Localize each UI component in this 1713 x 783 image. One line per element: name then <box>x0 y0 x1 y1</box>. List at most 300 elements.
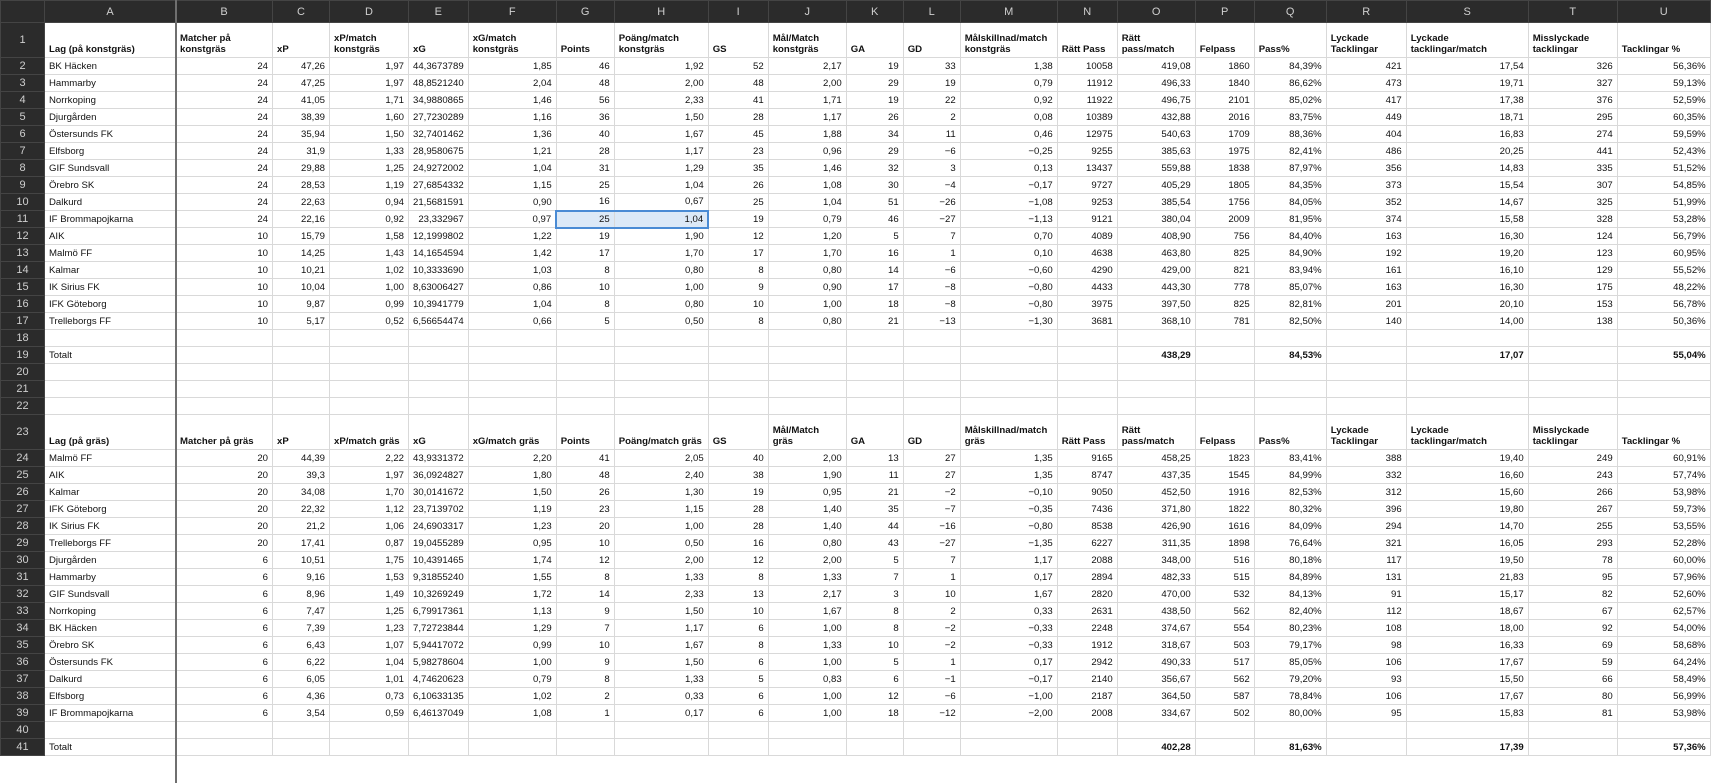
cell[interactable]: 1,16 <box>468 109 556 126</box>
team-name-cell[interactable]: Norrkoping <box>45 92 176 109</box>
cell[interactable] <box>960 722 1057 739</box>
cell[interactable]: 307 <box>1528 177 1617 194</box>
cell[interactable]: 52,60% <box>1617 586 1710 603</box>
team-name-cell[interactable]: IFK Göteborg <box>45 501 176 518</box>
cell[interactable]: 85,07% <box>1254 279 1326 296</box>
cell[interactable]: −2 <box>903 620 960 637</box>
cell[interactable]: 1916 <box>1195 484 1254 501</box>
cell[interactable]: 1,30 <box>614 484 708 501</box>
cell[interactable]: 0,90 <box>468 194 556 211</box>
cell[interactable]: 6,56654474 <box>409 313 469 330</box>
cell[interactable]: 20,25 <box>1406 143 1528 160</box>
cell[interactable]: 34,08 <box>273 484 330 501</box>
cell[interactable]: 3 <box>846 586 903 603</box>
cell[interactable] <box>768 364 846 381</box>
cell[interactable] <box>556 364 614 381</box>
cell[interactable]: 756 <box>1195 228 1254 245</box>
column-header[interactable]: L <box>903 1 960 23</box>
cell[interactable] <box>273 381 330 398</box>
team-name-cell[interactable]: IFK Göteborg <box>45 296 176 313</box>
cell[interactable]: 45 <box>708 126 768 143</box>
cell[interactable]: 1 <box>903 245 960 262</box>
cell[interactable]: −0,33 <box>960 637 1057 654</box>
cell[interactable]: 562 <box>1195 671 1254 688</box>
cell[interactable]: 0,96 <box>768 143 846 160</box>
cell[interactable]: 11 <box>846 467 903 484</box>
header-cell[interactable]: Lag (på gräs) <box>45 415 176 450</box>
cell[interactable]: 328 <box>1528 211 1617 228</box>
cell[interactable] <box>556 381 614 398</box>
cell[interactable]: 335 <box>1528 160 1617 177</box>
header-cell[interactable]: Poäng/match gräs <box>614 415 708 450</box>
cell[interactable]: 161 <box>1326 262 1406 279</box>
cell[interactable]: 9,31855240 <box>409 569 469 586</box>
cell[interactable]: 2008 <box>1057 705 1117 722</box>
cell[interactable]: 2016 <box>1195 109 1254 126</box>
cell[interactable]: 14,00 <box>1406 313 1528 330</box>
cell[interactable]: 9255 <box>1057 143 1117 160</box>
header-cell[interactable]: xG <box>409 23 469 58</box>
cell[interactable]: 1,15 <box>614 501 708 518</box>
cell[interactable]: 21,2 <box>273 518 330 535</box>
cell[interactable]: 0,79 <box>960 75 1057 92</box>
cell[interactable]: 41,05 <box>273 92 330 109</box>
header-cell[interactable]: Pass% <box>1254 415 1326 450</box>
cell[interactable] <box>556 722 614 739</box>
cell[interactable]: 19,20 <box>1406 245 1528 262</box>
cell[interactable]: 87,97% <box>1254 160 1326 177</box>
cell[interactable]: 8 <box>708 569 768 586</box>
cell[interactable]: 21,83 <box>1406 569 1528 586</box>
cell[interactable]: 6,22 <box>273 654 330 671</box>
cell[interactable]: 53,55% <box>1617 518 1710 535</box>
header-cell[interactable]: Rätt pass/match <box>1117 415 1195 450</box>
cell[interactable]: 6 <box>708 705 768 722</box>
cell[interactable]: 46 <box>556 58 614 75</box>
cell[interactable]: 0,95 <box>768 484 846 501</box>
cell[interactable]: 2,17 <box>768 58 846 75</box>
cell[interactable]: 1,01 <box>330 671 409 688</box>
cell[interactable]: 17,67 <box>1406 688 1528 705</box>
cell[interactable]: 84,40% <box>1254 228 1326 245</box>
cell[interactable]: 0,17 <box>960 654 1057 671</box>
cell[interactable] <box>1528 739 1617 756</box>
cell[interactable]: 2631 <box>1057 603 1117 620</box>
cell[interactable]: 6 <box>176 552 273 569</box>
cell[interactable]: 502 <box>1195 705 1254 722</box>
header-cell[interactable]: Målskillnad/match gräs <box>960 415 1057 450</box>
row-header[interactable]: 16 <box>1 296 45 313</box>
column-header[interactable]: Q <box>1254 1 1326 23</box>
cell[interactable]: 10 <box>708 603 768 620</box>
cell[interactable]: 405,29 <box>1117 177 1195 194</box>
cell[interactable]: 52 <box>708 58 768 75</box>
cell[interactable]: 1,04 <box>330 654 409 671</box>
cell[interactable]: 48 <box>556 75 614 92</box>
cell[interactable]: 47,25 <box>273 75 330 92</box>
cell[interactable]: 1,04 <box>768 194 846 211</box>
cell[interactable]: 0,67 <box>614 194 708 211</box>
cell[interactable]: 1912 <box>1057 637 1117 654</box>
cell[interactable] <box>330 347 409 364</box>
cell[interactable] <box>468 739 556 756</box>
row-header[interactable]: 10 <box>1 194 45 211</box>
cell[interactable]: 15,79 <box>273 228 330 245</box>
cell[interactable] <box>1406 722 1528 739</box>
row-header[interactable]: 29 <box>1 535 45 552</box>
row-header[interactable]: 21 <box>1 381 45 398</box>
cell[interactable]: 18 <box>846 296 903 313</box>
cell[interactable]: 449 <box>1326 109 1406 126</box>
cell[interactable]: 2,00 <box>768 552 846 569</box>
header-cell[interactable]: Tacklingar % <box>1617 415 1710 450</box>
row-header[interactable]: 35 <box>1 637 45 654</box>
cell[interactable]: 124 <box>1528 228 1617 245</box>
cell[interactable]: 1,22 <box>468 228 556 245</box>
cell[interactable]: 38 <box>708 467 768 484</box>
team-name-cell[interactable] <box>45 398 176 415</box>
cell[interactable]: 432,88 <box>1117 109 1195 126</box>
cell[interactable]: 43 <box>846 535 903 552</box>
row-header[interactable]: 20 <box>1 364 45 381</box>
cell[interactable]: 1,33 <box>768 637 846 654</box>
cell[interactable]: 1,58 <box>330 228 409 245</box>
cell[interactable]: 22 <box>903 92 960 109</box>
cell[interactable] <box>846 739 903 756</box>
cell[interactable]: 1823 <box>1195 450 1254 467</box>
cell[interactable]: 8 <box>708 262 768 279</box>
team-name-cell[interactable]: Malmö FF <box>45 450 176 467</box>
cell[interactable]: 25 <box>556 177 614 194</box>
cell[interactable]: 19 <box>846 58 903 75</box>
header-cell[interactable]: Points <box>556 415 614 450</box>
cell[interactable]: 20 <box>176 484 273 501</box>
cell[interactable]: 486 <box>1326 143 1406 160</box>
team-name-cell[interactable]: Dalkurd <box>45 194 176 211</box>
cell[interactable]: 1,15 <box>468 177 556 194</box>
cell[interactable]: 57,96% <box>1617 569 1710 586</box>
cell[interactable]: 364,50 <box>1117 688 1195 705</box>
cell[interactable] <box>468 364 556 381</box>
cell[interactable]: 28,53 <box>273 177 330 194</box>
cell[interactable]: 24 <box>176 109 273 126</box>
cell[interactable]: 327 <box>1528 75 1617 92</box>
cell[interactable]: 385,54 <box>1117 194 1195 211</box>
cell[interactable]: 1,12 <box>330 501 409 518</box>
cell[interactable]: 1,29 <box>468 620 556 637</box>
cell[interactable]: 1822 <box>1195 501 1254 518</box>
cell[interactable]: 1,53 <box>330 569 409 586</box>
cell[interactable] <box>1057 398 1117 415</box>
cell[interactable]: 2894 <box>1057 569 1117 586</box>
cell[interactable]: 6 <box>176 705 273 722</box>
cell[interactable]: −4 <box>903 177 960 194</box>
cell[interactable]: 452,50 <box>1117 484 1195 501</box>
cell[interactable]: 1,50 <box>614 109 708 126</box>
cell[interactable] <box>1195 347 1254 364</box>
row-header[interactable]: 41 <box>1 739 45 756</box>
cell[interactable]: 1,49 <box>330 586 409 603</box>
cell[interactable]: 56,79% <box>1617 228 1710 245</box>
cell[interactable] <box>1254 364 1326 381</box>
cell[interactable]: 138 <box>1528 313 1617 330</box>
cell[interactable] <box>903 347 960 364</box>
cell[interactable]: 79,17% <box>1254 637 1326 654</box>
cell[interactable]: 53,98% <box>1617 484 1710 501</box>
cell[interactable]: 6 <box>176 671 273 688</box>
cell[interactable]: 9 <box>556 603 614 620</box>
cell[interactable]: 1,02 <box>468 688 556 705</box>
cell[interactable] <box>708 347 768 364</box>
cell[interactable] <box>273 722 330 739</box>
cell[interactable]: 4,36 <box>273 688 330 705</box>
cell[interactable]: 12975 <box>1057 126 1117 143</box>
cell[interactable]: 0,17 <box>960 569 1057 586</box>
cell[interactable]: 0,66 <box>468 313 556 330</box>
cell[interactable]: 1,71 <box>330 92 409 109</box>
cell[interactable]: 24 <box>176 211 273 228</box>
cell[interactable] <box>176 381 273 398</box>
cell[interactable]: 1,50 <box>468 484 556 501</box>
cell[interactable]: 2101 <box>1195 92 1254 109</box>
team-name-cell[interactable]: IF Brommapojkarna <box>45 705 176 722</box>
header-cell[interactable]: Mål/Match konstgräs <box>768 23 846 58</box>
row-header[interactable]: 13 <box>1 245 45 262</box>
cell[interactable]: 1,00 <box>614 518 708 535</box>
cell[interactable]: 34,9880865 <box>409 92 469 109</box>
cell[interactable] <box>1117 330 1195 347</box>
cell[interactable] <box>273 398 330 415</box>
cell[interactable]: 1,33 <box>614 569 708 586</box>
cell[interactable]: 0,95 <box>468 535 556 552</box>
team-name-cell[interactable] <box>45 722 176 739</box>
cell[interactable] <box>1254 381 1326 398</box>
cell[interactable]: 28 <box>708 501 768 518</box>
cell[interactable]: 587 <box>1195 688 1254 705</box>
cell[interactable]: 31 <box>556 160 614 177</box>
cell[interactable]: 10,04 <box>273 279 330 296</box>
cell[interactable]: 1 <box>556 705 614 722</box>
cell[interactable] <box>614 347 708 364</box>
cell[interactable]: 7436 <box>1057 501 1117 518</box>
cell[interactable]: 1,03 <box>468 262 556 279</box>
cell[interactable]: 18 <box>846 705 903 722</box>
header-cell[interactable]: Rätt Pass <box>1057 415 1117 450</box>
cell[interactable]: 0,97 <box>468 211 556 228</box>
cell[interactable]: −1 <box>903 671 960 688</box>
header-cell[interactable]: xG/match gräs <box>468 415 556 450</box>
cell[interactable] <box>1617 381 1710 398</box>
row-header[interactable]: 7 <box>1 143 45 160</box>
row-header[interactable]: 23 <box>1 415 45 450</box>
cell[interactable]: 7,47 <box>273 603 330 620</box>
cell[interactable]: 562 <box>1195 603 1254 620</box>
header-cell[interactable]: Lyckade tacklingar/match <box>1406 415 1528 450</box>
cell[interactable]: 7,72723844 <box>409 620 469 637</box>
cell[interactable]: 84,89% <box>1254 569 1326 586</box>
cell[interactable]: 80 <box>1528 688 1617 705</box>
cell[interactable]: 2,00 <box>614 75 708 92</box>
cell[interactable] <box>409 722 469 739</box>
column-header[interactable]: H <box>614 1 708 23</box>
cell[interactable]: 0,94 <box>330 194 409 211</box>
cell[interactable]: −1,08 <box>960 194 1057 211</box>
cell[interactable]: 1,17 <box>960 552 1057 569</box>
team-name-cell[interactable]: Hammarby <box>45 569 176 586</box>
cell[interactable]: 10 <box>176 279 273 296</box>
cell[interactable]: 1,29 <box>614 160 708 177</box>
column-header[interactable]: I <box>708 1 768 23</box>
cell[interactable]: 1,19 <box>330 177 409 194</box>
cell[interactable]: 10 <box>176 313 273 330</box>
cell[interactable]: 80,23% <box>1254 620 1326 637</box>
cell[interactable]: 24 <box>176 194 273 211</box>
cell[interactable]: 41 <box>556 450 614 467</box>
cell[interactable]: −8 <box>903 279 960 296</box>
cell[interactable]: 1,00 <box>768 705 846 722</box>
cell[interactable]: 80,00% <box>1254 705 1326 722</box>
team-name-cell[interactable]: Östersunds FK <box>45 126 176 143</box>
cell[interactable]: 0,08 <box>960 109 1057 126</box>
team-name-cell[interactable]: Totalt <box>45 739 176 756</box>
cell[interactable]: 1,19 <box>468 501 556 518</box>
cell[interactable] <box>1326 398 1406 415</box>
cell[interactable]: 8 <box>556 262 614 279</box>
cell[interactable]: 62,57% <box>1617 603 1710 620</box>
cell[interactable] <box>1617 722 1710 739</box>
cell[interactable]: 17,39 <box>1406 739 1528 756</box>
cell[interactable]: 12,1999802 <box>409 228 469 245</box>
column-header[interactable]: U <box>1617 1 1710 23</box>
cell[interactable]: 1,70 <box>330 484 409 501</box>
cell[interactable]: 0,33 <box>614 688 708 705</box>
cell[interactable]: 10,4391465 <box>409 552 469 569</box>
cell[interactable]: 368,10 <box>1117 313 1195 330</box>
cell[interactable]: 2,40 <box>614 467 708 484</box>
cell[interactable]: 1805 <box>1195 177 1254 194</box>
cell[interactable]: 374,67 <box>1117 620 1195 637</box>
cell[interactable]: 0,52 <box>330 313 409 330</box>
cell[interactable]: 1,97 <box>330 75 409 92</box>
team-name-cell[interactable]: Kalmar <box>45 262 176 279</box>
cell[interactable]: 44,39 <box>273 450 330 467</box>
cell[interactable]: 30,0141672 <box>409 484 469 501</box>
cell[interactable]: 503 <box>1195 637 1254 654</box>
cell[interactable]: 48,8521240 <box>409 75 469 92</box>
cell[interactable]: 3 <box>903 160 960 177</box>
cell[interactable]: 293 <box>1528 535 1617 552</box>
cell[interactable]: 443,30 <box>1117 279 1195 296</box>
cell[interactable] <box>1406 364 1528 381</box>
cell[interactable]: 36,0924827 <box>409 467 469 484</box>
header-cell[interactable]: Lyckade Tacklingar <box>1326 415 1406 450</box>
cell[interactable]: 0,73 <box>330 688 409 705</box>
cell[interactable]: 2187 <box>1057 688 1117 705</box>
cell[interactable]: 2942 <box>1057 654 1117 671</box>
cell[interactable]: 1,23 <box>468 518 556 535</box>
header-cell[interactable]: Misslyckade tacklingar <box>1528 415 1617 450</box>
cell[interactable]: 5,98278604 <box>409 654 469 671</box>
cell[interactable] <box>708 381 768 398</box>
header-cell[interactable]: GA <box>846 23 903 58</box>
cell[interactable]: 2,17 <box>768 586 846 603</box>
cell[interactable]: 2,33 <box>614 92 708 109</box>
cell[interactable]: 1,38 <box>960 58 1057 75</box>
cell[interactable]: 438,50 <box>1117 603 1195 620</box>
cell[interactable]: 6 <box>708 654 768 671</box>
cell[interactable]: −0,33 <box>960 620 1057 637</box>
cell[interactable] <box>330 739 409 756</box>
cell[interactable]: 1545 <box>1195 467 1254 484</box>
cell[interactable]: 85,02% <box>1254 92 1326 109</box>
cell[interactable]: 24,9272002 <box>409 160 469 177</box>
cell[interactable]: 4290 <box>1057 262 1117 279</box>
cell[interactable]: 778 <box>1195 279 1254 296</box>
cell[interactable]: 373 <box>1326 177 1406 194</box>
header-cell[interactable]: GD <box>903 415 960 450</box>
cell[interactable]: 496,75 <box>1117 92 1195 109</box>
cell[interactable]: 0,99 <box>330 296 409 313</box>
cell[interactable]: 1,06 <box>330 518 409 535</box>
cell[interactable]: −16 <box>903 518 960 535</box>
cell[interactable]: 10058 <box>1057 58 1117 75</box>
select-all-corner[interactable] <box>1 1 45 23</box>
cell[interactable]: 5,94417072 <box>409 637 469 654</box>
cell[interactable] <box>556 739 614 756</box>
cell[interactable]: 14,83 <box>1406 160 1528 177</box>
row-header[interactable]: 24 <box>1 450 45 467</box>
cell[interactable]: 2 <box>903 109 960 126</box>
cell[interactable]: 66 <box>1528 671 1617 688</box>
cell[interactable]: 1,17 <box>614 620 708 637</box>
cell[interactable] <box>468 347 556 364</box>
cell[interactable]: −0,80 <box>960 518 1057 535</box>
row-header[interactable]: 30 <box>1 552 45 569</box>
cell[interactable]: 81,95% <box>1254 211 1326 228</box>
row-header[interactable]: 19 <box>1 347 45 364</box>
cell[interactable]: 19,50 <box>1406 552 1528 569</box>
cell[interactable] <box>1617 364 1710 381</box>
cell[interactable]: 8,63006427 <box>409 279 469 296</box>
cell[interactable]: 1 <box>903 569 960 586</box>
cell[interactable]: 402,28 <box>1117 739 1195 756</box>
column-header[interactable]: G <box>556 1 614 23</box>
cell[interactable] <box>1528 398 1617 415</box>
cell[interactable]: 18,00 <box>1406 620 1528 637</box>
cell[interactable]: 1,97 <box>330 58 409 75</box>
column-header[interactable]: M <box>960 1 1057 23</box>
cell[interactable]: 1,08 <box>468 705 556 722</box>
cell[interactable]: 163 <box>1326 279 1406 296</box>
cell[interactable]: −0,80 <box>960 279 1057 296</box>
cell[interactable]: 40 <box>556 126 614 143</box>
cell[interactable] <box>1057 739 1117 756</box>
cell[interactable]: 10,3941779 <box>409 296 469 313</box>
cell[interactable]: 19 <box>708 484 768 501</box>
header-cell[interactable]: Rätt Pass <box>1057 23 1117 58</box>
cell[interactable]: 54,00% <box>1617 620 1710 637</box>
row-header[interactable]: 15 <box>1 279 45 296</box>
cell[interactable] <box>768 722 846 739</box>
cell[interactable]: −2,00 <box>960 705 1057 722</box>
cell[interactable]: 112 <box>1326 603 1406 620</box>
cell[interactable]: −2 <box>903 637 960 654</box>
cell[interactable] <box>708 398 768 415</box>
cell[interactable] <box>1528 347 1617 364</box>
row-header[interactable]: 11 <box>1 211 45 228</box>
cell[interactable]: −7 <box>903 501 960 518</box>
header-cell[interactable]: Poäng/match konstgräs <box>614 23 708 58</box>
